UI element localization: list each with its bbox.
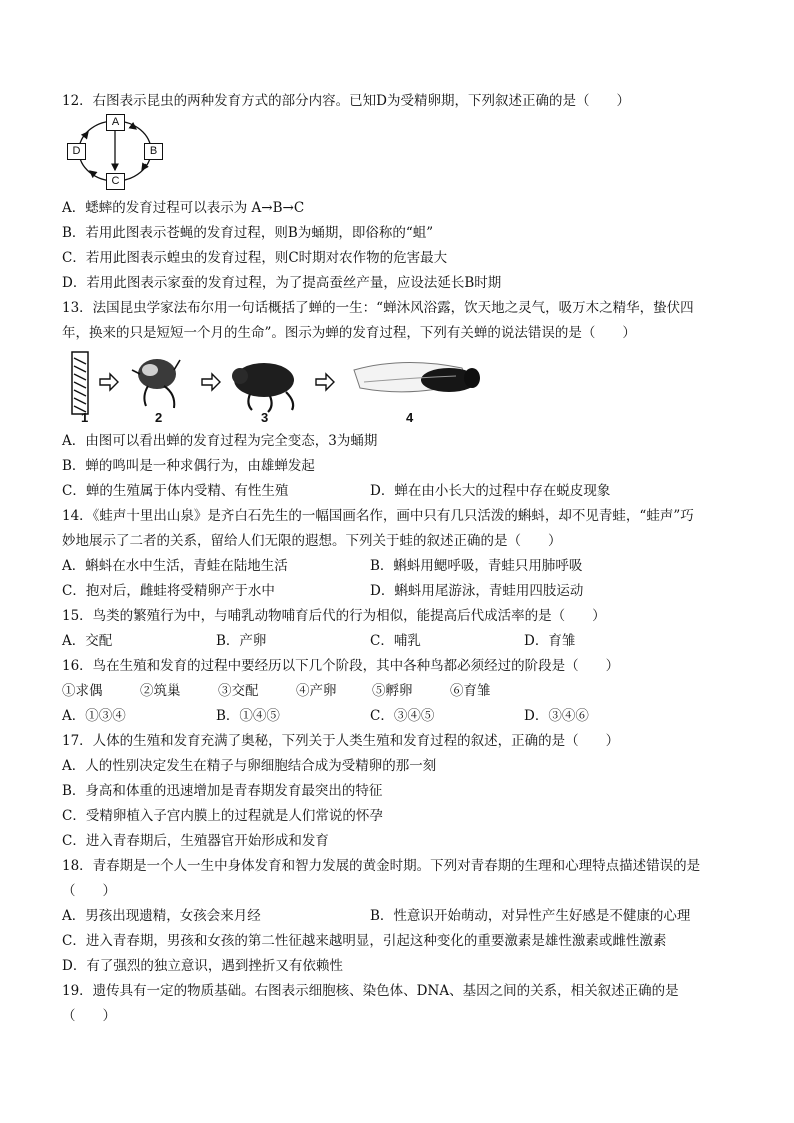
q16-option-a: A．①③④ — [62, 708, 126, 724]
q18-option-b: B．性意识开始萌动，对异性产生好感是不健康的心理 — [370, 908, 691, 924]
q19-stem-line2: （ ） — [62, 1008, 116, 1024]
q18-option-c: C．进入青春期，男孩和女孩的第二性征越来越明显，引起这种变化的重要激素是雄性激素或雌性激素 — [62, 933, 667, 949]
node-b: B — [144, 143, 163, 160]
q14-stem-line1: 14．《蛙声十里出山泉》是齐白石先生的一幅国画名作，画中只有几只活泼的蝌蚪，却不见青蛙，“蛙声”巧 — [62, 508, 694, 524]
q17-option-a: A．人的性别决定发生在精子与卵细胞结合成为受精卵的那一刻 — [62, 758, 437, 774]
q16-option-b: B．①④⑤ — [216, 708, 280, 724]
q13-option-b: B．蝉的鸣叫是一种求偶行为，由雄蝉发起 — [62, 458, 315, 474]
node-d: D — [67, 143, 86, 160]
q15-option-d: D．育雏 — [524, 633, 576, 649]
q16-stage-4: ④产卵 — [296, 683, 337, 699]
q18-stem-line2: （ ） — [62, 883, 116, 899]
q16-stage-1: ①求偶 — [62, 683, 103, 699]
q17-option-c: C．受精卵植入子宫内膜上的过程就是人们常说的怀孕 — [62, 808, 383, 824]
q19-stem-line1: 19．遗传具有一定的物质基础。右图表示细胞核、染色体、DNA、基因之间的关系，相关叙述正确的是 — [62, 983, 679, 999]
stage-label-4: 4 — [406, 410, 414, 425]
q16-option-c: C．③④⑤ — [370, 708, 435, 724]
q13-stem-line2: 年，换来的只是短短一个月的生命”。图示为蝉的发育过程，下列有关蝉的说法错误的是（ ） — [62, 325, 636, 341]
q12-option-a: A．蟋蟀的发育过程可以表示为 A→B→C — [62, 200, 305, 216]
q12-option-c: C．若用此图表示蝗虫的发育过程，则C时期对农作物的危害最大 — [62, 250, 448, 266]
stage-label-1: 1 — [81, 410, 89, 425]
q12-cycle-diagram — [62, 112, 172, 192]
q16-stage-2: ②筑巢 — [140, 683, 181, 699]
q17-option-d: C．进入青春期后，生殖器官开始形成和发育 — [62, 833, 329, 849]
q14-option-d: D．蝌蚪用尾游泳，青蛙用四肢运动 — [370, 583, 584, 599]
q14-stem-line2: 妙地展示了二者的关系，留给人们无限的遐想。下列关于蛙的叙述正确的是（ ） — [62, 533, 562, 549]
stage-label-2: 2 — [155, 410, 163, 425]
q15-option-b: B．产卵 — [216, 633, 267, 649]
node-c: C — [106, 173, 125, 190]
q15-option-c: C．哺乳 — [370, 633, 421, 649]
stage-label-3: 3 — [261, 410, 269, 425]
q16-stem: 16．鸟在生殖和发育的过程中要经历以下几个阶段，其中各种鸟都必须经过的阶段是（ ） — [62, 658, 620, 674]
q16-stage-3: ③交配 — [218, 683, 259, 699]
q18-option-d: D．有了强烈的独立意识，遇到挫折又有依赖性 — [62, 958, 343, 974]
q15-stem: 15．鸟类的繁殖行为中，与哺乳动物哺育后代的行为相似，能提高后代成活率的是（ ） — [62, 608, 606, 624]
q13-option-d: D．蝉在由小长大的过程中存在蜕皮现象 — [370, 483, 611, 499]
q16-stage-6: ⑥育雏 — [450, 683, 491, 699]
q13-stem-line1: 13．法国昆虫学家法布尔用一句话概括了蝉的一生：“蝉沐风浴露，饮天地之灵气，吸万木之精华，蛰伏四 — [62, 300, 694, 316]
cicada-stages-drawing — [64, 348, 482, 428]
q14-option-a: A．蝌蚪在水中生活，青蛙在陆地生活 — [62, 558, 288, 574]
q15-option-a: A．交配 — [62, 633, 113, 649]
q13-option-c: C．蝉的生殖属于体内受精、有性生殖 — [62, 483, 289, 499]
cicada-development-figure — [64, 348, 482, 428]
q18-option-a: A．男孩出现遗精，女孩会来月经 — [62, 908, 261, 924]
q14-option-c: C．抱对后，雌蛙将受精卵产于水中 — [62, 583, 275, 599]
q18-stem-line1: 18．青春期是一个人一生中身体发育和智力发展的黄金时期。下列对青春期的生理和心理特点描述错误的是 — [62, 858, 701, 874]
q16-option-d: D．③④⑥ — [524, 708, 589, 724]
q16-stage-5: ⑤孵卵 — [372, 683, 413, 699]
q12-stem: 12．右图表示昆虫的两种发育方式的部分内容。已知D为受精卵期，下列叙述正确的是（ ） — [62, 93, 631, 109]
q17-option-b: B．身高和体重的迅速增加是青春期发育最突出的特征 — [62, 783, 383, 799]
node-a: A — [106, 114, 125, 131]
q13-option-a: A．由图可以看出蝉的发育过程为完全变态，3为蛹期 — [62, 433, 378, 449]
q12-option-b: B．若用此图表示苍蝇的发育过程，则B为蛹期，即俗称的“蛆” — [62, 225, 434, 241]
q17-stem: 17．人体的生殖和发育充满了奥秘，下列关于人类生殖和发育过程的叙述，正确的是（ ） — [62, 733, 620, 749]
q12-option-d: D．若用此图表示家蚕的发育过程，为了提高蚕丝产量，应设法延长B时期 — [62, 275, 502, 291]
q14-option-b: B．蝌蚪用鳃呼吸，青蛙只用肺呼吸 — [370, 558, 583, 574]
